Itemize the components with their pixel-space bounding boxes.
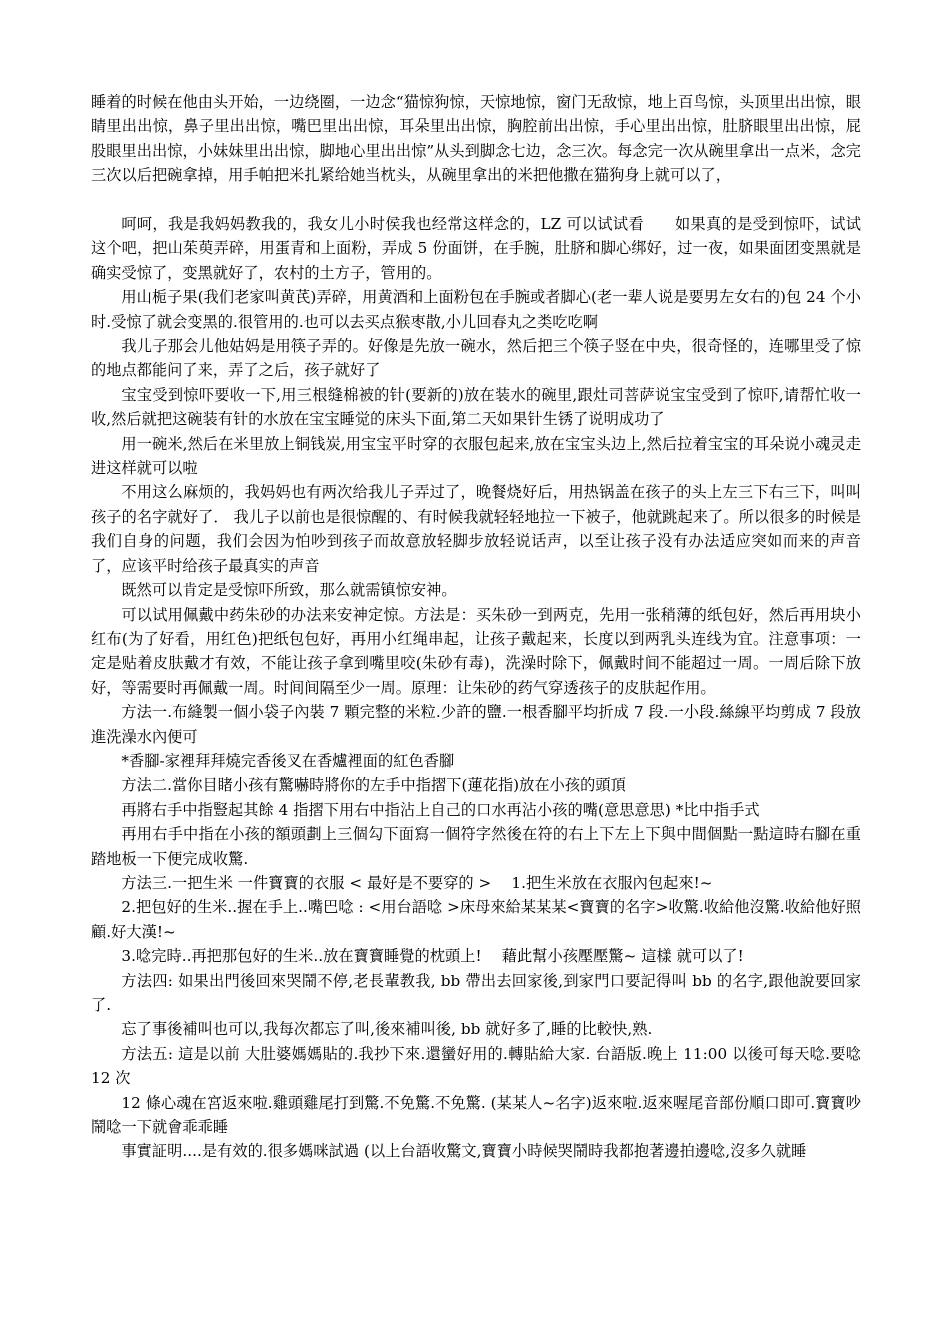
document-page [91,90,861,1164]
paragraph-19: 忘了事後補叫也可以,我每次都忘了叫,後來補叫後, bb 就好多了,睡的比較快,熟. [121,1020,653,1039]
paragraph-22: 事實証明....是有效的.很多媽咪試過 (以上台語收驚文,寶寶小時候哭鬧時我都抱著邊拍邊唸,沒多久就睡 [121,1142,807,1161]
paragraph-13: 再將右手中指豎起其餘 4 指摺下用右中指沾上自己的口水再沾小孩的嘴(意思意思) *比中指手式 [121,800,760,819]
paragraph-11: *香腳-家裡拜拜燒完香後叉在香爐裡面的紅色香腳 [121,751,455,770]
paragraph-2: 呵呵，我是我妈妈教我的，我女儿小时侯我也经常这样念的，LZ 可以试试看 如果真的是受到惊吓，试试这个吧，把山茱萸弄碎，用蛋青和上面粉，弄成 5 份面饼，在手腕，肚脐和脚心绑好，过一夜，如果面团变黑就是确实受惊了，变黑就好了，农村的土方子，管用的。 [91,215,861,282]
paragraph-10: 方法一.布縫製一個小袋子內裝 7 顆完整的米粒.少許的鹽.一根香腳平均折成 7 段.一小段.絲線平均剪成 7 段放進洗澡水內便可 [91,703,861,746]
paragraph-6: 用一碗米,然后在米里放上铜钱炭,用宝宝平时穿的衣服包起来,放在宝宝头边上,然后拉着宝宝的耳朵说小魂灵走进这样就可以啦 [91,434,861,478]
paragraph-7: 不用这么麻烦的，我妈妈也有两次给我儿子弄过了，晚餐烧好后，用热锅盖在孩子的头上左三下右三下，叫叫孩子的名字就好了． 我儿子以前也是很惊醒的、有时候我就轻轻地拉一下被子，他就跳起来了。所以很多的时候是我们自身的问题，我们会因为怕吵到孩子而故意放轻脚步放轻说话声，以至让孩子没有办法适应突如而来的声音了，应该平时给孩子最真实的声音 [91,483,861,575]
paragraph-4: 我儿子那会儿他姑妈是用筷子弄的。好像是先放一碗水，然后把三个筷子竖在中央，很奇怪的，连哪里受了惊的地点都能问了来，弄了之后，孩子就好了 [91,337,861,380]
paragraph-3: 用山栀子果(我们老家叫黄芪)弄碎，用黄酒和上面粉包在手腕或者脚心(老一辈人说是要男左女右的)包 24 个小时.受惊了就会变黑的.很管用的.也可以去买点猴枣散,小儿回春丸之类吃吃啊 [91,288,861,331]
paragraph-9: 可以试用佩戴中药朱砂的办法来安神定惊。方法是：买朱砂一到两克，先用一张稍薄的纸包好，然后再用块小红布(为了好看，用红色)把纸包包好，再用小红绳串起，让孩子戴起来，长度以到两乳头连线为宜。注意事项：一定是贴着皮肤戴才有效，不能让孩子拿到嘴里咬(朱砂有毒)，洗澡时除下，佩戴时间不能超过一周。一周后除下放好，等需要时再佩戴一周。时间间隔至少一周。原理：让朱砂的药气穿透孩子的皮肤起作用。 [91,605,861,697]
paragraph-8: 既然可以肯定是受惊吓所致，那么就需镇惊安神。 [121,581,457,600]
paragraph-15: 方法三.一把生米 一件寶寶的衣服 < 最好是不要穿的 > 1.把生米放在衣服內包起來!~ [121,873,713,892]
paragraph-1: 睡着的时候在他由头开始，一边绕圈，一边念“猫惊狗惊，天惊地惊，窗门无敌惊，地上百鸟惊，头顶里出出惊，眼睛里出出惊，鼻子里出出惊，嘴巴里出出惊，耳朵里出出惊，胸腔前出出惊，手心里出出惊，肚脐眼里出出惊，屁股眼里出出惊，小妹妹里出出惊，脚地心里出出惊”从头到脚念七边，念三次。每念完一次从碗里拿出一点米，念完三次以后把碗拿掉，用手帕把米扎紧给她当枕头，从碗里拿出的米把他撒在猫狗身上就可以了， [91,93,861,185]
paragraph-17: 3.唸完時..再把那包好的生米..放在寶寶睡覺的枕頭上! 藉此幫小孩壓壓驚~ 這樣 就可以了! [121,947,744,966]
paragraph-12: 方法二.當你目睹小孩有驚嚇時將你的左手中指摺下(蓮花指)放在小孩的頭頂 [121,776,626,795]
paragraph-21: 12 條心魂在宮返來啦.雞頭雞尾打到驚.不免驚.不免驚. (某某人~名字)返來啦.返來喔尾音部份順口即可.寶寶吵鬧唸一下就會乖乖睡 [91,1093,861,1137]
paragraph-18: 方法四: 如果出門後回來哭鬧不停,老長輩教我, bb 帶出去回家後,到家門口要記得叫 bb 的名字,跟他說要回家了. [91,971,861,1015]
paragraph-14: 再用右手中指在小孩的額頭劃上三個勾下面寫一個符字然後在符的右上下左上下與中間個點一點這時右腳在重踏地板一下便完成收驚. [91,825,861,868]
paragraph-16: 2.把包好的生米..握在手上..嘴巴唸 : <用台語唸 >床母來給某某某<寶寶的名字>收驚.收給他沒驚.收給他好照顧.好大漢!~ [91,898,861,941]
paragraph-5: 宝宝受到惊吓要收一下,用三根缝棉被的针(要新的)放在装水的碗里,跟灶司菩萨说宝宝受到了惊吓,请帮忙收一收,然后就把这碗装有针的水放在宝宝睡觉的床头下面,第二天如果针生锈了说明成功了 [91,385,861,429]
paragraph-20: 方法五: 這是以前 大肚婆媽媽貼的.我抄下來.還蠻好用的.轉貼給大家. 台語版.晚上 11:00 以後可每天唸.要唸 12 次 [91,1044,861,1088]
